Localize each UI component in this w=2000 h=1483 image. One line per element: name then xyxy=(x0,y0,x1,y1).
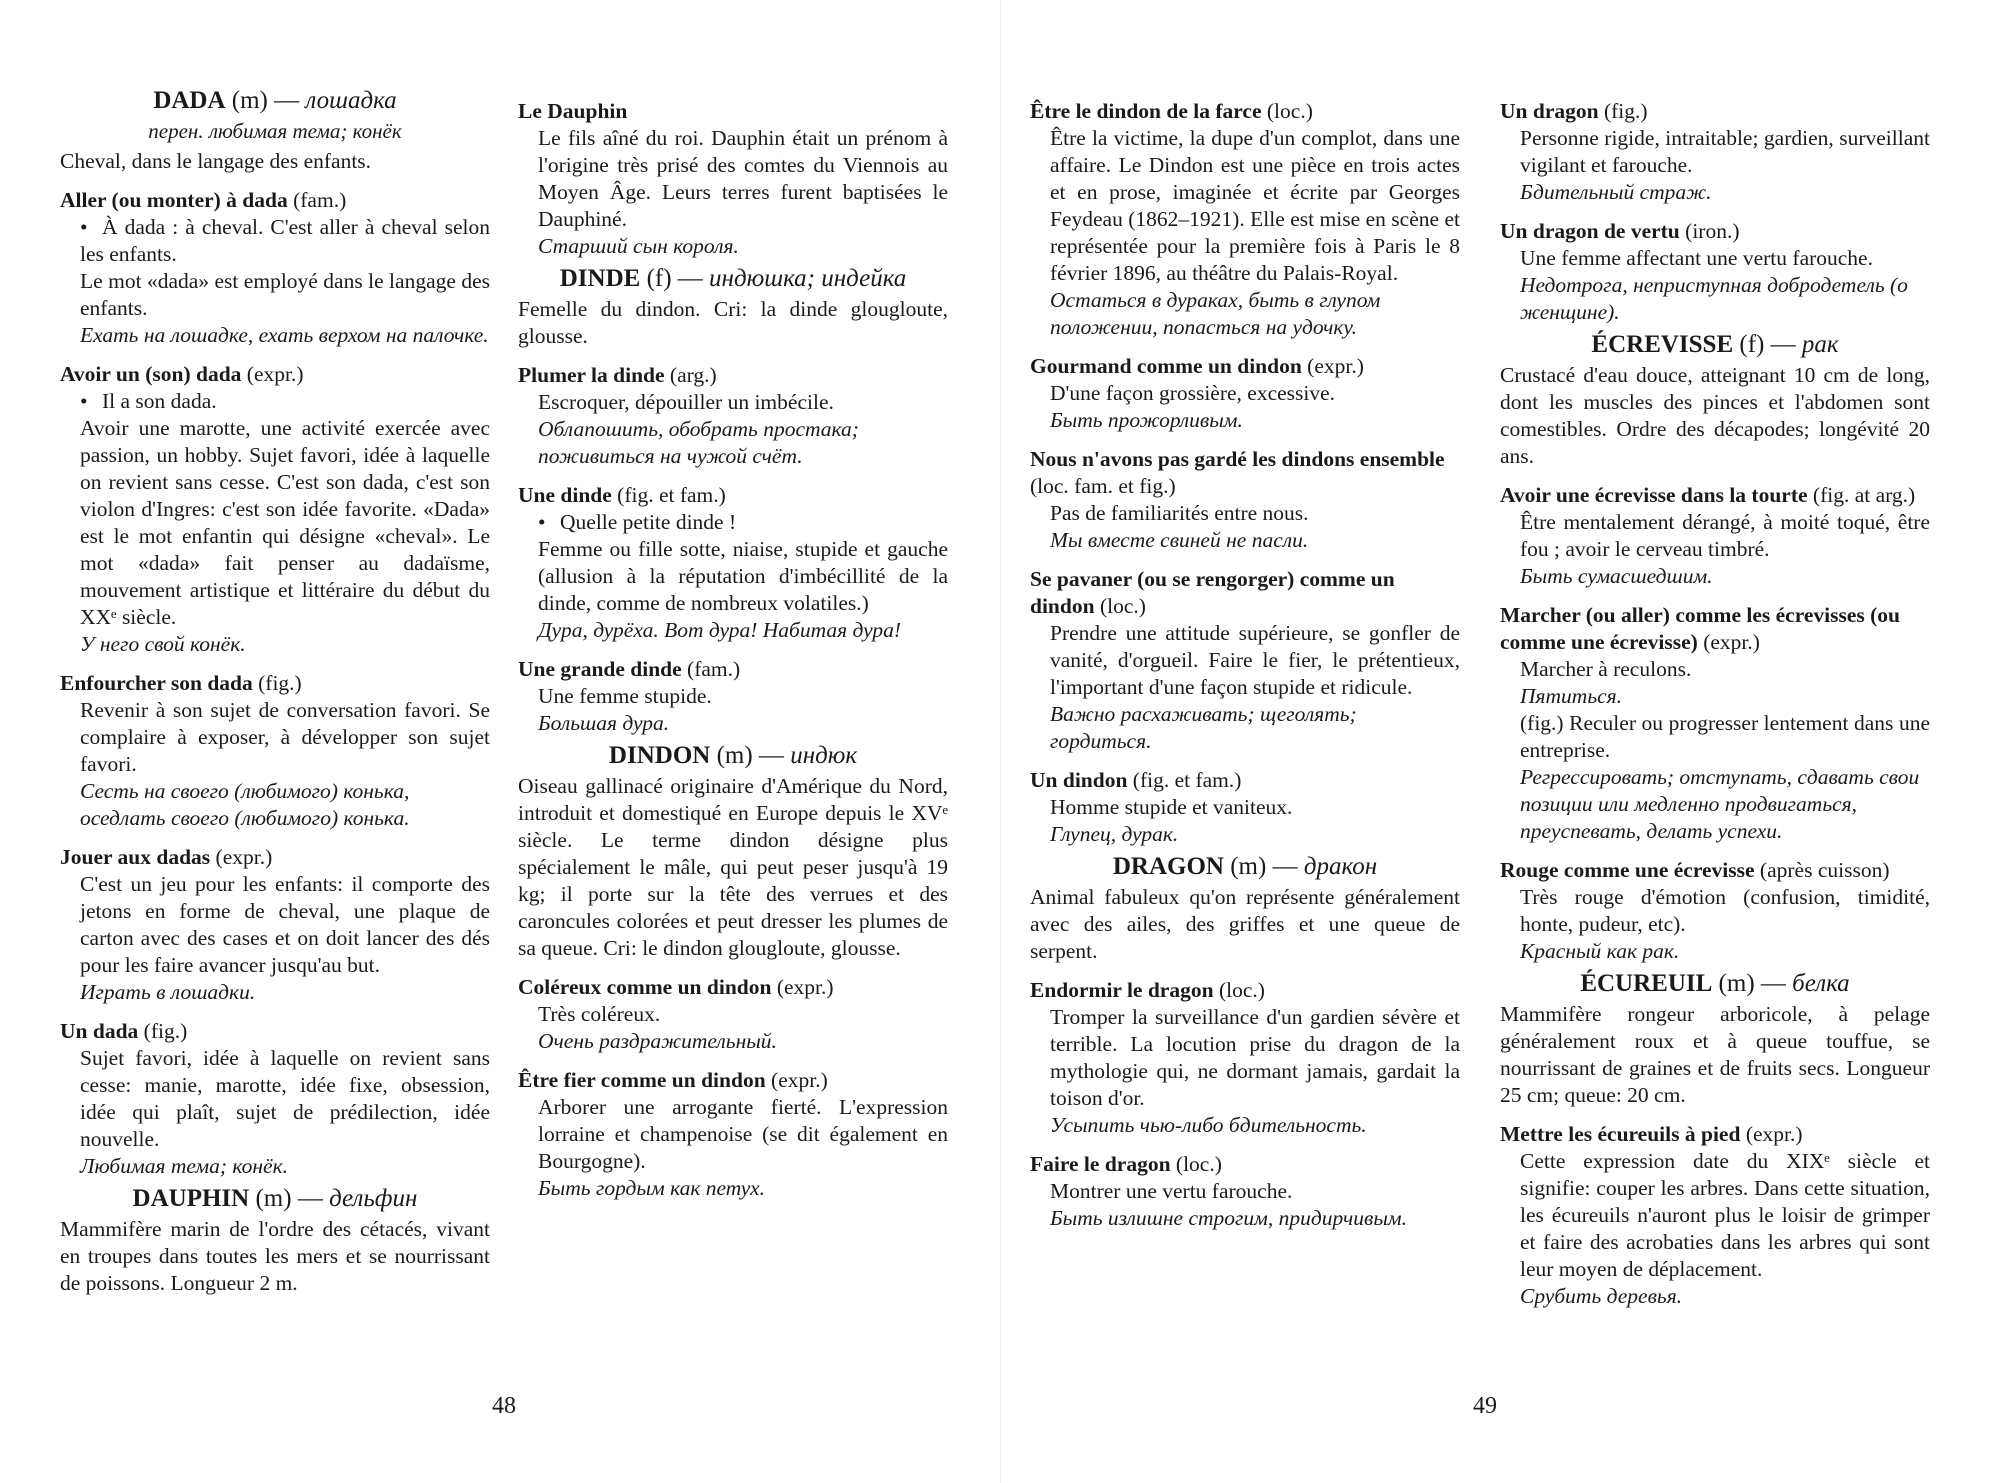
usage-note: (loc.) xyxy=(1099,594,1146,618)
page-number-right: 49 xyxy=(1473,1393,1497,1419)
idiom-title xyxy=(1500,98,1930,125)
idiom-title xyxy=(1500,857,1930,884)
idiom-entry xyxy=(518,974,948,1055)
idiom-body xyxy=(518,1001,948,1055)
headword: ÉCUREUIL xyxy=(1580,970,1713,997)
idiom-translation: Усыпить чью-либо бдительность. xyxy=(1050,1113,1367,1137)
idiom-body xyxy=(1500,656,1930,845)
column-4 xyxy=(1500,86,1930,1314)
russian-translation: индюк xyxy=(790,742,858,769)
headword: DRAGON xyxy=(1112,853,1224,880)
entry-headword xyxy=(518,741,948,771)
idiom-body xyxy=(1500,125,1930,206)
idiom-phrase: Un dindon xyxy=(1030,768,1128,792)
idiom-body xyxy=(518,683,948,737)
definition: Mammifère rongeur arboricole, à pelage généralement roux et à queue touffue, se nourrissant de graines et de fruits secs. Longueur 25 cm; queue: 20 cm. xyxy=(1500,1002,1930,1107)
idiom-phrase: Un dragon de vertu xyxy=(1500,219,1680,243)
entry-headword xyxy=(60,1184,490,1214)
idiom-explanation: Escroquer, dépouiller un imbécile. xyxy=(538,390,834,414)
idiom-explanation: Être mentalement dérangé, à moité toqué, être fou ; avoir le cerveau timbré. xyxy=(1520,510,1930,561)
idiom-title xyxy=(60,1018,490,1045)
idiom-entry xyxy=(1030,446,1460,554)
definition: Oiseau gallinacé originaire d'Amérique du Nord, introduit et domestiqué en Europe depuis le XVᵉ siècle. Le terme dindon désigne plus spécialement le mâle, qui peut peser jusqu'à 19 kg; il porte sur la tête des verrues et des caroncules colorées et peut dresser les plumes de sa queue. Cri: le dindon glougloute, glousse. xyxy=(518,774,948,960)
usage-note: (fig.) xyxy=(258,671,302,695)
idiom-explanation: Une femme stupide. xyxy=(538,684,712,708)
idiom-entry xyxy=(60,1018,490,1180)
idiom-explanation: Une femme affectant une vertu farouche. xyxy=(1520,246,1873,270)
usage-note: (après cuisson) xyxy=(1759,858,1890,882)
idiom-translation: Регрессировать; отступать, сдавать свои позиции или медленно продвигаться, преуспевать, делать успехи. xyxy=(1520,765,1920,843)
figurative-translation: перен. любимая тема; конёк xyxy=(148,119,402,143)
idiom-entry xyxy=(60,844,490,1006)
idiom-translation: Пятиться. xyxy=(1520,684,1623,708)
idiom-translation: Сесть на своего (любимого) конька, оседлать своего (любимого) конька. xyxy=(80,779,410,830)
idiom-title xyxy=(1500,1121,1930,1148)
idiom-title xyxy=(1500,482,1930,509)
idiom-phrase: Plumer la dinde xyxy=(518,363,665,387)
idiom-entry xyxy=(1500,602,1930,845)
column-1 xyxy=(60,86,490,1303)
headword: DADA xyxy=(153,87,226,114)
idiom-title xyxy=(518,1067,948,1094)
idiom-body xyxy=(1030,1004,1460,1139)
idiom-phrase: Jouer aux dadas xyxy=(60,845,211,869)
idiom-entry xyxy=(518,656,948,737)
grammar-label: (m) — xyxy=(1718,970,1786,997)
idiom-body xyxy=(60,871,490,1006)
idiom-body xyxy=(518,509,948,644)
idiom-entry xyxy=(518,362,948,470)
russian-translation: индюшка; индейка xyxy=(709,265,907,292)
idiom-title xyxy=(60,844,490,871)
russian-translation: рак xyxy=(1801,331,1839,358)
idiom-translation: Ехать на лошадке, ехать верхом на палочке. xyxy=(80,323,489,347)
idiom-body xyxy=(1030,380,1460,434)
entry-headword xyxy=(518,264,948,294)
idiom-explanation: Revenir à son sujet de conversation favori. Se complaire à exposer, à développer son sujet favori. xyxy=(80,698,490,776)
grammar-label: (m) — xyxy=(716,742,784,769)
usage-note: (loc. fam. et fig.) xyxy=(1030,474,1176,498)
idiom-body xyxy=(1500,884,1930,965)
idiom-entry xyxy=(1030,98,1460,341)
usage-note: (iron.) xyxy=(1685,219,1740,243)
idiom-title xyxy=(1030,1151,1460,1178)
idiom-translation: Быть излишне строгим, придирчивым. xyxy=(1050,1206,1407,1230)
headword: DINDE xyxy=(559,265,641,292)
idiom-translation: Остаться в дураках, быть в глупом положении, попасться на удочку. xyxy=(1050,288,1381,339)
russian-translation: дракон xyxy=(1303,853,1378,880)
page-number-left: 48 xyxy=(492,1393,516,1419)
idiom-entry xyxy=(1500,218,1930,326)
idiom-phrase: Gourmand comme un dindon xyxy=(1030,354,1302,378)
idiom-body xyxy=(1030,620,1460,755)
idiom-title xyxy=(518,656,948,683)
idiom-explanation: C'est un jeu pour les enfants: il comporte des jetons en forme de cheval, une plaque de carton avec des cases et on doit lancer des dés pour les faire avancer jusqu'au but. xyxy=(80,872,490,977)
idiom-phrase: Un dada xyxy=(60,1019,139,1043)
idiom-translation: Быть гордым как петух. xyxy=(538,1176,765,1200)
idiom-translation: Важно расхаживать; щеголять; гордиться. xyxy=(1050,702,1357,753)
idiom-explanation: Personne rigide, intraitable; gardien, surveillant vigilant et farouche. xyxy=(1520,126,1930,177)
definition: Femelle du dindon. Cri: la dinde glougloute, glousse. xyxy=(518,297,948,348)
usage-note: (fam.) xyxy=(687,657,741,681)
headword: ÉCREVISSE xyxy=(1591,331,1734,358)
idiom-phrase: Le Dauphin xyxy=(518,99,628,123)
definition: Cheval, dans le langage des enfants. xyxy=(60,149,372,173)
usage-note: (expr.) xyxy=(771,1068,828,1092)
idiom-title xyxy=(1030,98,1460,125)
idiom-explanation: Être la victime, la dupe d'un complot, dans une affaire. Le Dindon est une pièce en trois actes et en prose, imaginée et écrite par Georges Feydeau (1862–1921). Elle est mise en scène et représentée pour la première fois à Paris le 8 février 1896, au théâtre du Palais-Royal. xyxy=(1050,126,1460,285)
idiom-explanation: Prendre une attitude supérieure, se gonfler de vanité, d'orgueil. Faire le fier, le prétentieux, l'important d'une façon stupide et ridicule. xyxy=(1050,621,1460,699)
russian-translation: дельфин xyxy=(329,1185,418,1212)
idiom-phrase: Mettre les écureuils à pied xyxy=(1500,1122,1741,1146)
idiom-title xyxy=(1030,353,1460,380)
idiom-body xyxy=(518,389,948,470)
idiom-entry xyxy=(1500,98,1930,206)
idiom-entry xyxy=(518,98,948,260)
idiom-phrase: Faire le dragon xyxy=(1030,1152,1171,1176)
idiom-explanation: Le mot «dada» est employé dans le langage des enfants. xyxy=(80,269,490,320)
idiom-title xyxy=(1500,602,1930,656)
idiom-translation: Очень раздражительный. xyxy=(538,1029,777,1053)
entry-headword xyxy=(1500,969,1930,999)
idiom-body xyxy=(1030,1178,1460,1232)
idiom-title xyxy=(60,187,490,214)
idiom-body xyxy=(518,125,948,260)
idiom-entry xyxy=(60,187,490,349)
grammar-label: (m) — xyxy=(255,1185,323,1212)
idiom-translation: Играть в лошадки. xyxy=(80,980,256,1004)
idiom-phrase: Être fier comme un dindon xyxy=(518,1068,766,1092)
idiom-explanation: Pas de familiarités entre nous. xyxy=(1050,501,1309,525)
idiom-explanation: Tromper la surveillance d'un gardien sévère et terrible. La locution prise du dragon de la mythologie qui, ne dormant jamais, gardait la toison d'or. xyxy=(1050,1005,1460,1110)
idiom-explanation: Homme stupide et vaniteux. xyxy=(1050,795,1293,819)
usage-note: (expr.) xyxy=(246,362,304,386)
idiom-entry xyxy=(1030,1151,1460,1232)
idiom-entry xyxy=(1030,566,1460,755)
idiom-phrase: Enfourcher son dada xyxy=(60,671,253,695)
idiom-body xyxy=(1500,509,1930,590)
idiom-phrase: Une grande dinde xyxy=(518,657,682,681)
idiom-entry xyxy=(518,482,948,644)
idiom-body xyxy=(1030,500,1460,554)
russian-translation: белка xyxy=(1792,970,1850,997)
idiom-title xyxy=(518,482,948,509)
idiom-entry xyxy=(1030,977,1460,1139)
grammar-label: (m) — xyxy=(231,87,300,114)
idiom-explanation: (fig.) Reculer ou progresser lentement dans une entreprise. xyxy=(1520,711,1930,762)
idiom-translation: Бдительный страж. xyxy=(1520,180,1712,204)
entry-headword xyxy=(1500,330,1930,360)
usage-note: (fig.) xyxy=(143,1019,188,1043)
idiom-entry xyxy=(518,1067,948,1202)
book-gutter xyxy=(1000,0,1001,1483)
usage-note: (expr.) xyxy=(215,845,273,869)
idiom-explanation: Marcher à reculons. xyxy=(1520,657,1692,681)
idiom-title xyxy=(1030,566,1460,620)
idiom-translation: Дура, дурёха. Вот дура! Набитая дура! xyxy=(538,618,902,642)
headword: DINDON xyxy=(608,742,711,769)
idiom-phrase: Marcher (ou aller) comme les écrevisses (ou comme une écrevisse) xyxy=(1500,603,1901,654)
idiom-body xyxy=(1030,125,1460,341)
idiom-translation: Красный как рак. xyxy=(1520,939,1680,963)
example-sentence: • Quelle petite dinde ! xyxy=(538,509,948,536)
column-2 xyxy=(518,86,948,1206)
idiom-explanation: D'une façon grossière, excessive. xyxy=(1050,381,1336,405)
usage-note: (fam.) xyxy=(293,188,347,212)
idiom-explanation: Très rouge d'émotion (confusion, timidité, honte, pudeur, etc). xyxy=(1520,885,1930,936)
idiom-body xyxy=(1500,1148,1930,1310)
idiom-phrase: Se pavaner (ou se rengorger) comme un dindon xyxy=(1030,567,1395,618)
definition: Crustacé d'eau douce, atteignant 10 cm de long, dont les muscles des pinces et l'abdomen sont comestibles. Ordre des décapodes; longévité 20 ans. xyxy=(1500,363,1930,468)
idiom-entry xyxy=(1030,353,1460,434)
idiom-title xyxy=(518,362,948,389)
russian-translation: лошадка xyxy=(305,87,397,114)
usage-note: (expr.) xyxy=(1745,1122,1803,1146)
idiom-body xyxy=(60,1045,490,1180)
column-3 xyxy=(1030,86,1460,1236)
grammar-label: (m) — xyxy=(1230,853,1298,880)
idiom-title xyxy=(1500,218,1930,245)
idiom-explanation: Très coléreux. xyxy=(538,1002,661,1026)
usage-note: (fig. et fam.) xyxy=(1132,768,1242,792)
idiom-title xyxy=(60,670,490,697)
idiom-explanation: Cette expression date du XIXᵉ siècle et signifie: couper les arbres. Dans cette situation, les écureuils n'auront plus le loisir de grimper et faire des acrobaties dans les arbres qui sont leur moyen de déplacement. xyxy=(1520,1149,1930,1281)
idiom-translation: Недотрога, неприступная добродетель (о женщине). xyxy=(1520,273,1908,324)
idiom-entry xyxy=(60,670,490,832)
idiom-entry xyxy=(60,361,490,658)
idiom-translation: У него свой конёк. xyxy=(80,632,246,656)
usage-note: (loc.) xyxy=(1266,99,1313,123)
idiom-translation: Быть сумасшедшим. xyxy=(1520,564,1713,588)
idiom-translation: Быть прожорливым. xyxy=(1050,408,1243,432)
idiom-phrase: Rouge comme une écrevisse xyxy=(1500,858,1755,882)
idiom-body xyxy=(60,388,490,658)
idiom-phrase: Avoir un (son) dada xyxy=(60,362,242,386)
usage-note: (fig. et fam.) xyxy=(617,483,726,507)
idiom-entry xyxy=(1500,1121,1930,1310)
definition: Mammifère marin de l'ordre des cétacés, vivant en troupes dans toutes les mers et se nourrissant de poissons. Longueur 2 m. xyxy=(60,1217,490,1295)
example-sentence: • À dada : à cheval. C'est aller à cheval selon les enfants. xyxy=(80,214,490,268)
idiom-explanation: Sujet favori, idée à laquelle on revient sans cesse: manie, marotte, idée fixe, obsession, idée qui plaît, sujet de prédilection, idée nouvelle. xyxy=(80,1046,490,1151)
usage-note: (fig.) xyxy=(1603,99,1648,123)
idiom-phrase: Endormir le dragon xyxy=(1030,978,1214,1002)
usage-note: (expr.) xyxy=(1307,354,1364,378)
idiom-title xyxy=(1030,767,1460,794)
idiom-translation: Старший сын короля. xyxy=(538,234,739,258)
idiom-phrase: Nous n'avons pas gardé les dindons ensemble xyxy=(1030,447,1445,471)
idiom-body xyxy=(60,697,490,832)
headword: DAUPHIN xyxy=(132,1185,250,1212)
idiom-entry xyxy=(1500,482,1930,590)
idiom-title xyxy=(1030,446,1460,500)
idiom-body xyxy=(60,214,490,349)
idiom-title xyxy=(518,974,948,1001)
usage-note: (expr.) xyxy=(776,975,834,999)
idiom-entry xyxy=(1500,857,1930,965)
usage-note: (expr.) xyxy=(1703,630,1760,654)
usage-note: (fig. at arg.) xyxy=(1812,483,1916,507)
entry-headword xyxy=(1030,852,1460,882)
idiom-translation: Большая дура. xyxy=(538,711,670,735)
usage-note: (loc.) xyxy=(1175,1152,1222,1176)
idiom-body xyxy=(1500,245,1930,326)
usage-note: (loc.) xyxy=(1218,978,1265,1002)
idiom-explanation: Avoir une marotte, une activité exercée avec passion, un hobby. Sujet favori, idée à laquelle on revient sans cesse. C'est son dada, c'est son violon d'Ingres: c'est son idée favorite. «Dada» est le mot enfantin qui désigne «cheval». Le mot «dada» fait penser au dadaïsme, mouvement artistique et littéraire du début du XXᵉ siècle. xyxy=(80,416,490,629)
idiom-translation: Любимая тема; конёк. xyxy=(80,1154,289,1178)
grammar-label: (f) — xyxy=(1739,331,1796,358)
idiom-explanation: Le fils aîné du roi. Dauphin était un prénom à l'origine très prisé des comtes du Viennois au Moyen Âge. Leurs terres furent baptisées le Dauphiné. xyxy=(538,126,948,231)
idiom-translation: Облапошить, обобрать простака; поживиться на чужой счёт. xyxy=(538,417,859,468)
idiom-phrase: Avoir une écrevisse dans la tourte xyxy=(1500,483,1808,507)
idiom-phrase: Être le dindon de la farce xyxy=(1030,99,1262,123)
idiom-translation: Мы вместе свиней не пасли. xyxy=(1050,528,1309,552)
idiom-phrase: Aller (ou monter) à dada xyxy=(60,188,288,212)
idiom-body xyxy=(518,1094,948,1202)
idiom-title xyxy=(1030,977,1460,1004)
idiom-explanation: Montrer une vertu farouche. xyxy=(1050,1179,1293,1203)
entry-headword xyxy=(60,86,490,146)
idiom-title xyxy=(60,361,490,388)
idiom-explanation: Arborer une arrogante fierté. L'expression lorraine et champenoise (se dit également en Bourgogne). xyxy=(538,1095,948,1173)
idiom-title xyxy=(518,98,948,125)
idiom-body xyxy=(1030,794,1460,848)
idiom-phrase: Un dragon xyxy=(1500,99,1599,123)
idiom-phrase: Une dinde xyxy=(518,483,612,507)
grammar-label: (f) — xyxy=(646,265,703,292)
idiom-phrase: Coléreux comme un dindon xyxy=(518,975,772,999)
usage-note: (arg.) xyxy=(669,363,717,387)
definition: Animal fabuleux qu'on représente généralement avec des ailes, des griffes et une queue de serpent. xyxy=(1030,885,1460,963)
idiom-entry xyxy=(1030,767,1460,848)
example-sentence: • Il a son dada. xyxy=(80,388,490,415)
idiom-explanation: Femme ou fille sotte, niaise, stupide et gauche (allusion à la réputation d'imbécillité de la dinde, comme de nombreux volatiles.) xyxy=(538,537,948,615)
idiom-translation: Глупец, дурак. xyxy=(1050,822,1179,846)
idiom-translation: Срубить деревья. xyxy=(1520,1284,1683,1308)
